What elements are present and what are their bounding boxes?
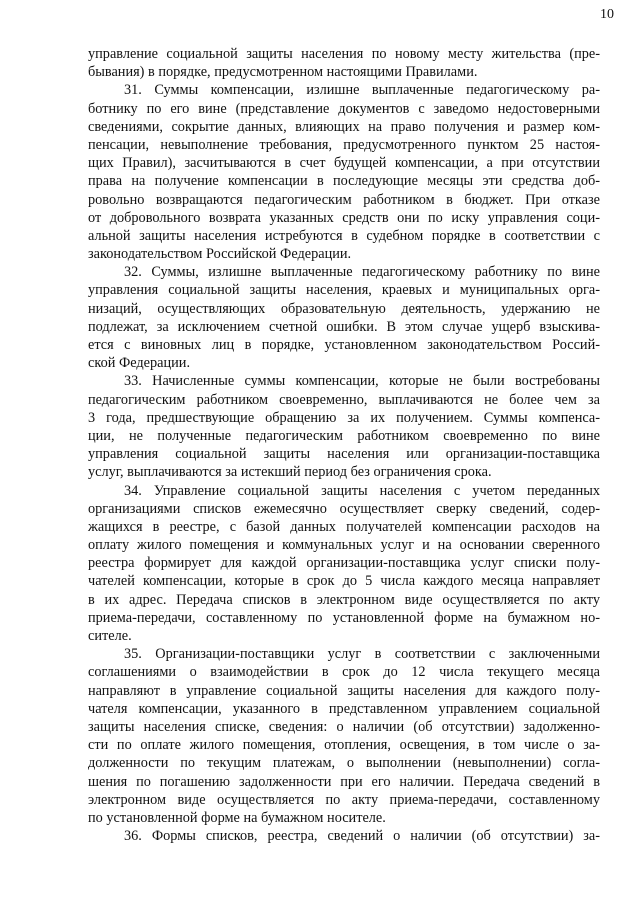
text-line: по установленной форме на бумажном носителе. [88,809,386,826]
text-line: ботнику по его вине (представление документов с заведомо недостоверными [88,100,600,117]
text-line: управления социальной защиты населения или организации-поставщика [88,446,600,463]
text-line: реестра формирует для каждой организации-поставщика услуг списки полу- [88,555,600,572]
text-line: приема-передачи, составленному по установленной форме на бумажном но- [88,609,600,626]
text-line: соглашениями о взаимодействии в срок до 12 числа текущего месяца [88,664,600,681]
page-number: 10 [600,7,614,22]
text-line: щих Правил), засчитываются в счет будущей компенсации, а при отсутствии [88,155,600,172]
text-line: 35. Организации-поставщики услуг в соответствии с заключенными [124,646,600,663]
text-line: 3 года, предшествующие обращению за их получением. Суммы компенса- [88,409,600,426]
text-line: ется с виновных лиц в порядке, установленном законодательством Россий- [88,337,600,353]
text-line: 34. Управление социальной защиты населения с учетом переданных [124,482,600,499]
text-line: чателей компенсации, которые в срок до 5 числа каждого месяца направляет [88,573,600,590]
text-line: права на получение компенсации в последующие месяцы эти средства доб- [88,173,600,190]
text-line: услуг, выплачиваются за истекший период без ограничения срока. [88,464,492,481]
text-line: сителе. [88,628,132,644]
text-line: защиты населения списке, сведения: о наличии (об отсутствии) задолженно- [88,718,600,735]
document-body [88,45,600,845]
text-line: сти по оплате жилого помещения, отопления, освещения, в том числе о за- [88,737,600,754]
text-line: законодательством Российской Федерации. [88,246,352,263]
text-line: подлежат, за исключением счетной ошибки. В этом случае ущерб взыскива- [88,318,600,335]
text-line: жащихся в реестре, с базой данных получателей компенсации расходов на [88,518,600,535]
text-line: управления социальной защиты населения, краевых и муниципальных орга- [88,282,600,299]
text-line: организациями списков ежемесячно осуществляет сверку сведений, содер- [88,500,600,517]
text-line: чателя компенсации, указанного в представленном управлением социальной [88,700,600,717]
text-line: 36. Формы списков, реестра, сведений о наличии (об отсутствии) за- [124,828,600,845]
text-line: управление социальной защиты населения по новому месту жительства (пре- [88,46,600,62]
text-line: 32. Суммы, излишне выплаченные педагогическому работнику по вине [124,264,600,281]
text-line: бывания) в порядке, предусмотренном настоящими Правилами. [88,64,478,81]
text-line: сведениями, сокрытие данных, влияющих на право получения и размер ком- [88,118,600,135]
text-line: в их адрес. Передача списков в электронном виде осуществляется по акту [88,591,600,608]
text-line: шения по погашению задолженности при его наличии. Передача сведений в [88,773,600,790]
text-line: низаций, осуществляющих образовательную деятельность, удержанию не [88,300,600,317]
text-line: направляют в управление социальной защиты населения для каждого полу- [88,682,600,699]
text-line: от добровольного возврата указанных средств они по иску управления соци- [88,209,600,226]
text-line: 33. Начисленные суммы компенсации, которые не были востребованы [124,373,600,390]
text-line: ровольно возвращаются педагогическим работником в бюджет. При отказе [88,191,600,208]
text-line: долженности по текущим платежам, о выполнении (невыполнении) согла- [88,755,600,772]
text-line: педагогическим работником своевременно, выплачиваются не более чем за [88,391,600,408]
text-line: альной защиты населения истребуются в судебном порядке в соответствии с [88,227,600,244]
text-line: 31. Суммы компенсации, излишне выплаченные педагогическому ра- [124,82,600,99]
text-line: ции, не полученные педагогическим работником своевременно по вине [88,427,600,444]
text-line: оплату жилого помещения и коммунальных услуг и на основании сверенного [88,537,600,554]
text-line: пенсации, невыполнение требования, предусмотренного пунктом 25 настоя- [88,136,600,153]
text-line: электронном виде осуществляется по акту приема-передачи, составленному [88,791,600,808]
text-line: ской Федерации. [88,355,191,372]
